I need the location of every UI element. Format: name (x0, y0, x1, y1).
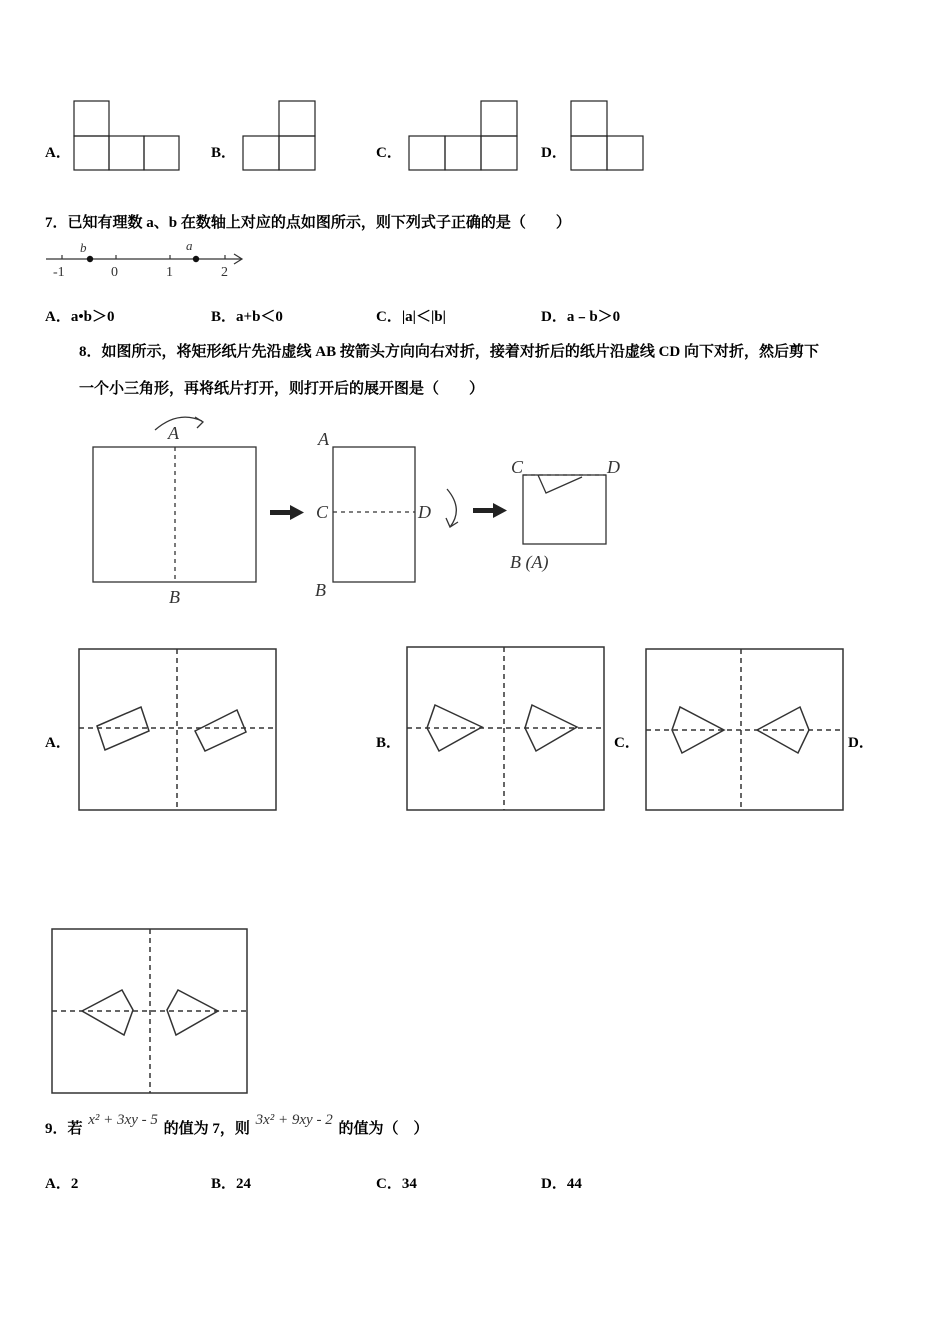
q8-stem-line1: 8．如图所示，将矩形纸片先沿虚线 AB 按箭头方向向右对折，接着对折后的纸片沿虚线 CD 向下对折，然后剪下 (79, 344, 820, 360)
q7-option-b: B．a+b＜0 (211, 309, 283, 325)
q6-option-d-figure (569, 99, 647, 173)
q9-expr2: 3x² + 9xy - 2 (255, 1112, 333, 1128)
q6-option-c-label: C． (376, 145, 402, 161)
fig-label-c2: C (511, 457, 524, 477)
point-a (193, 256, 199, 262)
q9-option-d: D．44 (541, 1176, 582, 1192)
q9-stem: 9．若 x² + 3xy - 5 的值为 7，则 3x² + 9xy - 2 的值为（ ） (45, 1112, 429, 1137)
q9-option-c: C．34 (376, 1176, 417, 1192)
q7-option-c: C．|a|＜|b| (376, 309, 446, 325)
q7-stem: 7．已知有理数 a、b 在数轴上对应的点如图所示，则下列式子正确的是（ ） (45, 215, 571, 231)
q9-expr1: x² + 3xy - 5 (88, 1112, 158, 1128)
q8-option-a-figure (77, 647, 279, 813)
fig-label-a: A (168, 423, 179, 443)
q7-option-d: D．a﹣b＞0 (541, 309, 621, 325)
tick-label: -1 (53, 265, 65, 280)
q6-option-b-label: B． (211, 145, 237, 161)
fig-label-ba: B (A) (510, 552, 549, 572)
tick-label: 1 (166, 265, 173, 280)
q6-option-a-label: A． (45, 145, 71, 161)
q8-option-c-label: C． (614, 735, 640, 751)
point-b (87, 256, 93, 262)
fig-label-d2: D (607, 457, 620, 477)
q7-option-a: A．a•b＞0 (45, 309, 115, 325)
label-a: a (186, 238, 193, 253)
q8-option-b-label: B． (376, 735, 402, 751)
q9-option-a: A．2 (45, 1176, 79, 1192)
q8-option-b-figure (405, 645, 607, 813)
tick-label: 2 (221, 265, 228, 280)
q6-option-c-figure (407, 99, 519, 173)
fig-label-a2: A (318, 429, 329, 449)
label-b: b (80, 240, 87, 255)
q8-option-d-figure (50, 927, 250, 1095)
q9-option-b: B．24 (211, 1176, 252, 1192)
q8-option-a-label: A． (45, 735, 71, 751)
fig-label-c: C (316, 502, 329, 522)
tick-label: 0 (111, 265, 118, 280)
q6-option-d-label: D． (541, 145, 567, 161)
q7-number-line (42, 238, 252, 282)
q8-option-d-label: D． (848, 735, 874, 751)
fig-label-b: B (169, 587, 180, 605)
q8-folding-diagram (80, 405, 640, 605)
fig-label-b2: B (315, 580, 326, 600)
q6-option-a-figure (72, 99, 182, 173)
q8-option-c-figure (644, 647, 846, 813)
q6-option-b-figure (241, 99, 319, 173)
q8-stem-line2: 一个小三角形，再将纸片打开，则打开后的展开图是（ ） (79, 381, 485, 397)
fig-label-d: D (418, 502, 431, 522)
